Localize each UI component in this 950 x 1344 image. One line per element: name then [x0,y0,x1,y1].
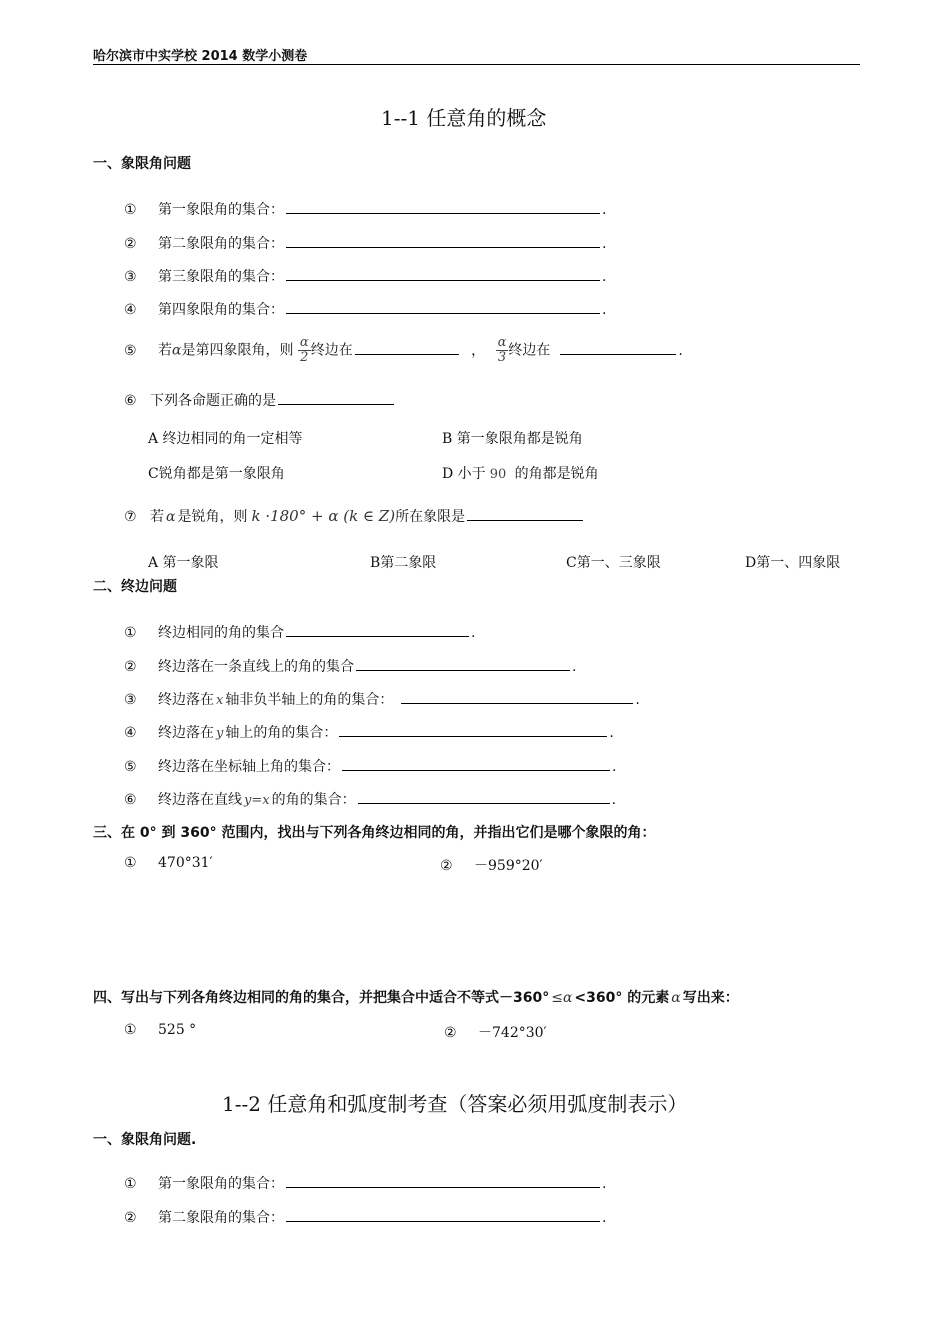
question-number: ② [124,659,137,675]
q5-text-a: 若 [158,342,172,359]
question-number: ⑥ [124,792,137,808]
question-2-4: ④ 终边落在 y 轴上的角的集合： . [124,722,614,742]
item-4-2 [444,1022,547,1042]
alpha-symbol: α [671,990,681,1006]
section1-heading: 一、象限角问题 [93,156,191,172]
question-text: 第三象限角的集合： [158,269,284,285]
inequality-symbol: ≤α [551,990,573,1006]
answer-blank[interactable] [401,689,633,704]
question-number: ① [124,202,137,218]
angle-expression: k ·180° + α (k ∈ Z) [251,507,396,525]
question-1-5: ⑤ 若α是第四象限角，则 $\frac{\alpha}{2}$ 终边在 ， $\frac{\alpha}{3}$ 终边在 . [124,335,683,365]
part1-title: 1--1 任意角的概念 [381,106,547,130]
section4-heading [93,987,739,1007]
option-d [442,463,599,483]
q7-text-c: 所在象限是 [395,509,466,525]
question-1-7 [124,506,583,526]
x-axis-symbol: x [216,693,224,708]
item-3-2 [440,855,543,875]
fraction-alpha-over-2 [298,336,311,365]
q-text-a: 终边落在 [158,692,214,708]
fraction-numerator: α [497,335,507,350]
question-text: 第一象限角的集合： [158,202,284,218]
answer-blank[interactable] [355,340,459,355]
alpha-symbol: α [172,342,182,359]
q-text-b: 轴非负半轴上的角的集合： [225,692,394,708]
fraction-numerator: α [299,335,309,350]
q5-text-d: 终边在 [508,342,551,359]
answer-blank[interactable] [286,266,600,281]
question-number: ② [124,1210,137,1226]
question-number: ③ [124,692,137,708]
option-d: D第一、四象限 [745,555,841,571]
question-text: 终边落在坐标轴上角的集合： [158,759,340,775]
heading-text-c: 写出来： [682,990,739,1006]
item-number: ② [440,858,453,874]
q7-text-b: 是锐角，则 [177,509,248,525]
item-3-1 [124,855,213,871]
q-text-b: 轴上的角的集合： [225,725,338,741]
question-1-1: ① 第一象限角的集合： . [124,199,606,219]
answer-blank[interactable] [560,340,676,355]
question-number: ② [124,236,137,252]
item-4-1 [124,1022,196,1038]
part2-section1-heading: 一、象限角问题. [93,1132,197,1148]
question-2-6: ⑥ 终边落在直线 y=x 的角的集合： . [124,789,616,809]
q5-text-b: 是第四象限角，则 [181,342,294,359]
q-text-a: 终边落在直线 [158,792,242,808]
answer-blank[interactable] [286,1207,600,1222]
question-text: 第二象限角的集合： [158,236,284,252]
answer-blank[interactable] [286,622,469,637]
item-number: ① [124,1022,137,1038]
heading-text-b: <360° 的元素 [574,990,670,1006]
option-d-text-a: D 小于 [442,466,486,482]
question-number: ⑤ [124,342,137,359]
header-divider [93,64,860,65]
question-1-3: ③ 第三象限角的集合： . [124,266,606,286]
option-a: A 终边相同的角一定相等 [148,431,303,447]
option-d-text-b: 的角都是锐角 [510,466,599,482]
answer-blank[interactable] [342,756,610,771]
angle-value: 470°31′ [158,855,213,871]
question-number: ④ [124,302,137,318]
fraction-denominator: 2 [300,350,309,365]
header-text: 哈尔滨市中实学校 2014 数学小测卷 [93,49,308,64]
question-1-2: ② 第二象限角的集合： . [124,233,606,253]
question-2-3: ③ 终边落在 x 轴非负半轴上的角的集合： . [124,689,640,709]
angle-value: －742°30′ [478,1025,547,1041]
question-1-6 [124,390,394,410]
question-number: ⑥ [124,393,137,409]
answer-blank[interactable] [278,390,394,405]
question-number: ④ [124,725,137,741]
angle-value: 525 ° [158,1022,197,1038]
item-number: ① [124,855,137,871]
question-number: ⑦ [124,509,137,525]
option-b: B 第一象限角都是锐角 [442,431,583,447]
angle-value: －959°20′ [474,858,543,874]
item-number: ② [444,1025,457,1041]
option-b: B第二象限 [370,555,437,571]
answer-blank[interactable] [467,506,583,521]
ninety-degrees: 90 [489,467,507,482]
section2-heading: 二、终边问题 [93,579,177,595]
question-text: 终边相同的角的集合 [158,625,284,641]
option-c: C第一、三象限 [566,555,661,571]
q-text-a: 终边落在 [158,725,214,741]
section3-heading: 三、在 0° 到 360° 范围内，找出与下列各角终边相同的角，并指出它们是哪个象限的角： [93,825,656,841]
q-text-b: 的角的集合： [271,792,356,808]
question-text: 下列各命题正确的是 [150,393,276,409]
fraction-denominator: 3 [497,350,507,365]
heading-text-a: 四、写出与下列各角终边相同的角的集合，并把集合中适合不等式－360° [93,990,550,1006]
question-2-5: ⑤ 终边落在坐标轴上角的集合： . [124,756,616,776]
question-2-1: ① 终边相同的角的集合 . [124,622,475,642]
answer-blank[interactable] [286,199,600,214]
answer-blank[interactable] [286,233,600,248]
question-number: ③ [124,269,137,285]
option-a: A 第一象限 [148,555,219,571]
answer-blank[interactable] [358,789,610,804]
answer-blank[interactable] [356,656,570,671]
line-equation: y=x [244,793,270,808]
question-text: 第二象限角的集合： [158,1210,284,1226]
y-axis-symbol: y [216,726,224,741]
question-text: 终边落在一条直线上的角的集合 [158,659,354,675]
answer-blank[interactable] [286,1173,600,1188]
question-number: ⑤ [124,759,137,775]
question-2-2: ② 终边落在一条直线上的角的集合 . [124,656,576,676]
fraction-alpha-over-3 [496,336,509,365]
alpha-symbol: α [166,509,176,525]
question-number: ① [124,1176,137,1192]
q5-comma: ， [471,342,486,359]
question-p2-1: ① 第一象限角的集合： . [124,1173,606,1193]
part2-title: 1--2 任意角和弧度制考查（答案必须用弧度制表示） [222,1092,688,1116]
question-number: ① [124,625,137,641]
question-p2-2: ② 第二象限角的集合： . [124,1207,606,1227]
question-text: 第一象限角的集合： [158,1176,284,1192]
question-1-4: ④ 第四象限角的集合： . [124,299,606,319]
q7-text-a: 若 [150,509,164,525]
q5-text-c: 终边在 [310,342,353,359]
option-c: C锐角都是第一象限角 [148,466,285,482]
answer-blank[interactable] [339,722,607,737]
question-text: 第四象限角的集合： [158,302,284,318]
answer-blank[interactable] [286,299,600,314]
